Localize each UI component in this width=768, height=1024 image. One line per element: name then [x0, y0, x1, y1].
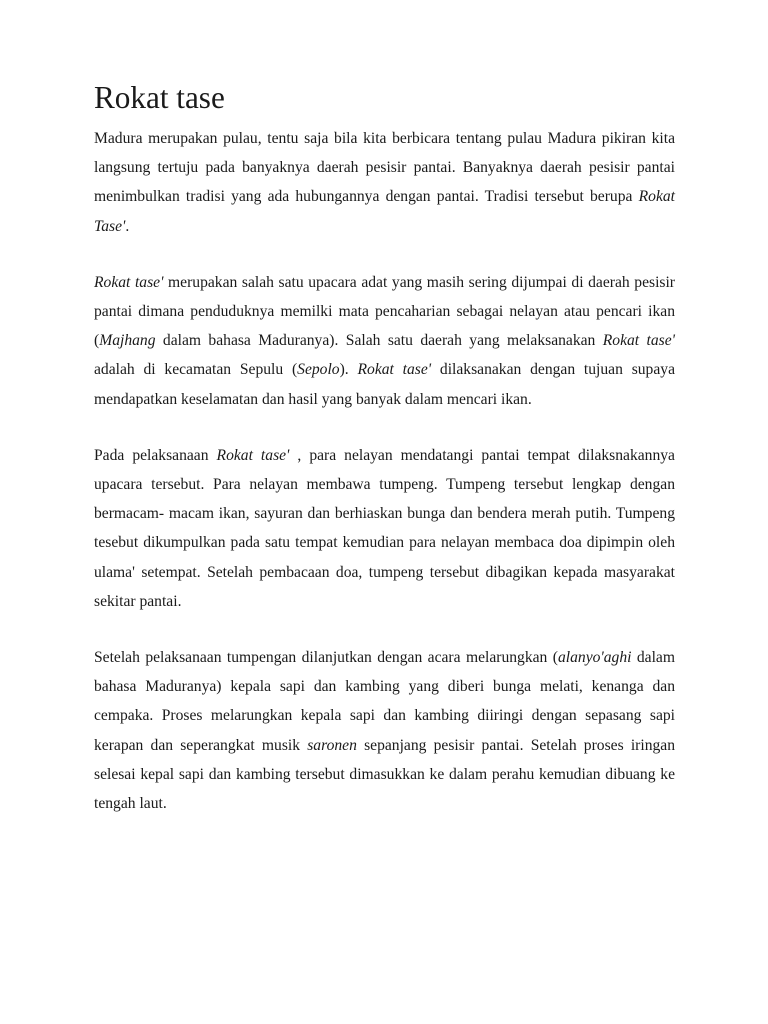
italic-term: Sepolo: [297, 361, 340, 379]
italic-term: Rokat tase': [216, 446, 290, 464]
italic-term: Rokat tase': [357, 361, 432, 379]
paragraph-text: sepanjang pesisir pantai. Setelah proses iringan selesai kepal sapi dan kambing tersebut dimasukkan ke dalam perahu kemudian dibuang ke tengah laut.: [94, 736, 676, 813]
document-title: Rokat tase: [94, 80, 225, 115]
paragraph-text: dalam bahasa Maduranya) kepala sapi dan kambing yang diberi bunga melati, kenanga dan cempaka. Proses melarungkan kepala sapi dan kambing diiringi dengan sepasang sapi kerapan dan seperangkat musik: [94, 649, 675, 754]
paragraph-4: [94, 643, 675, 818]
paragraph-text: Pada pelaksanaan: [94, 446, 217, 464]
paragraph-text: ).: [339, 361, 358, 379]
paragraph-text: .: [125, 217, 130, 235]
paragraph-text: adalah di kecamatan Sepulu (: [94, 361, 298, 379]
paragraph-1: [94, 124, 675, 241]
paragraph-text: dilaksanakan dengan tujuan supaya mendapatkan keselamatan dan hasil yang banyak dalam mencari ikan.: [94, 361, 675, 408]
paragraph-text: dalam bahasa Maduranya). Salah satu daerah yang melaksanakan: [155, 332, 603, 350]
italic-term: Rokat tase': [94, 273, 164, 291]
paragraph-text: , para nelayan mendatangi pantai tempat dilaksnakannya upacara tersebut. Para nelayan membawa tumpeng. Tumpeng tersebut lengkap dengan bermacam- macam ikan, sayuran dan berhiaskan bunga dan bendera merah putih. Tumpeng tesebut dikumpulkan pada satu tempat kemudian para nelayan membaca doa dipimpin oleh ulama' setempat. Setelah pembacaan doa, tumpeng tersebut dibagikan kepada masyarakat sekitar pantai.: [94, 446, 675, 610]
document-page: [94, 80, 676, 818]
italic-term: saronen: [307, 736, 357, 754]
italic-term: alanyo'aghi: [557, 649, 632, 667]
paragraph-text: merupakan salah satu upacara adat yang masih sering dijumpai di daerah pesisir pantai dimana penduduknya memilki mata pencaharian sebagai nelayan atau pencari ikan (: [94, 273, 675, 350]
italic-term: Majhang: [99, 332, 156, 350]
paragraph-text: Madura merupakan pulau, tentu saja bila kita berbicara tentang pulau Madura pikiran kita langsung tertuju pada banyaknya daerah pesisir pantai. Banyaknya daerah pesisir pantai menimbulkan tradisi yang ada hubungannya dengan pantai. Tradisi tersebut berupa: [94, 130, 675, 206]
italic-term: Rokat Tase': [94, 188, 675, 235]
italic-term: Rokat tase': [602, 332, 675, 350]
paragraph-text: Setelah pelaksanaan tumpengan dilanjutkan dengan acara melarungkan (: [94, 649, 558, 667]
paragraph-3: [94, 441, 675, 616]
paragraph-2: [94, 268, 675, 414]
